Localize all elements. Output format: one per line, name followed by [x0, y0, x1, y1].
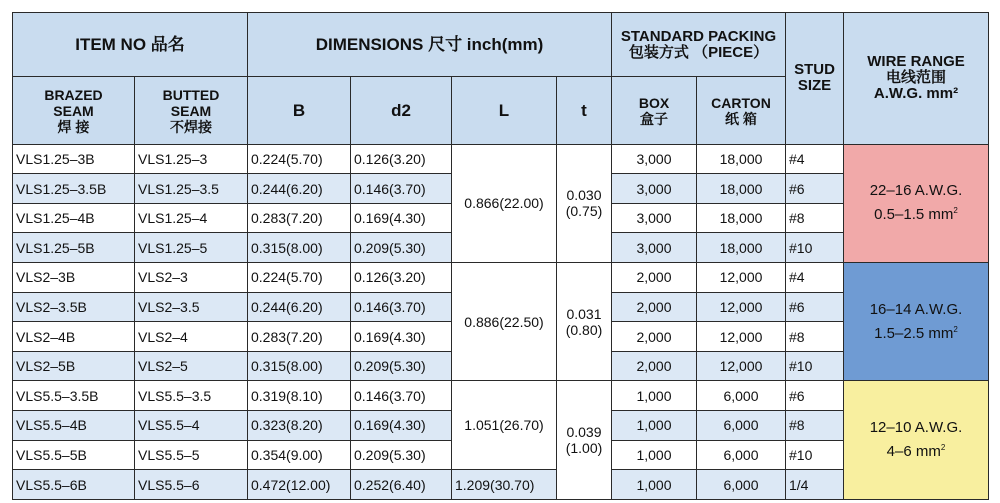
butted-header-line1: BUTTED — [162, 86, 220, 103]
box-cell: 3,000 — [612, 144, 697, 174]
stud-header-line2: SIZE — [797, 77, 832, 95]
stud-cell: #6 — [786, 292, 844, 322]
b-cell: 0.323(8.20) — [248, 411, 351, 441]
d2-cell: 0.252(6.40) — [351, 470, 452, 500]
header-row-1 — [13, 13, 989, 77]
t-cell — [557, 144, 612, 262]
d2-cell: 0.169(4.30) — [351, 322, 452, 352]
wire-mm2 — [847, 320, 985, 344]
item-no-header: ITEM NO 品名 — [13, 13, 248, 77]
t-value: 0.031 — [566, 305, 602, 322]
d2-cell: 0.126(3.20) — [351, 263, 452, 293]
butted-seam-header — [135, 77, 248, 144]
butted-cell: VLS1.25–4 — [135, 203, 248, 233]
wire-mm-text: 1.5–2.5 mm — [874, 324, 954, 342]
wire-header-line3: A.W.G. mm² — [873, 85, 959, 103]
stud-cell: #10 — [786, 351, 844, 381]
stud-cell: #6 — [786, 174, 844, 204]
t-value: 0.030 — [566, 187, 602, 204]
table-row — [13, 470, 989, 500]
wire-mm2 — [847, 438, 985, 462]
box-header — [612, 77, 697, 144]
wire-awg: 12–10 A.W.G. — [869, 419, 963, 437]
carton-cell: 18,000 — [697, 174, 786, 204]
d2-cell: 0.169(4.30) — [351, 203, 452, 233]
d2-cell: 0.209(5.30) — [351, 233, 452, 263]
b-cell: 0.244(6.20) — [248, 174, 351, 204]
wire-range-cell — [844, 144, 989, 262]
b-cell: 0.283(7.20) — [248, 203, 351, 233]
brazed-cell: VLS2–3.5B — [13, 292, 135, 322]
wire-range-cell — [844, 263, 989, 381]
carton-cell: 6,000 — [697, 381, 786, 411]
d2-cell: 0.146(3.70) — [351, 174, 452, 204]
d2-cell: 0.146(3.70) — [351, 292, 452, 322]
carton-cell: 6,000 — [697, 470, 786, 500]
box-cell: 2,000 — [612, 263, 697, 293]
brazed-header-line1: BRAZED — [44, 86, 103, 103]
box-cell: 1,000 — [612, 470, 697, 500]
butted-cell: VLS2–4 — [135, 322, 248, 352]
carton-cell: 18,000 — [697, 144, 786, 174]
box-header-line1: BOX — [638, 94, 670, 111]
carton-cell: 6,000 — [697, 411, 786, 441]
d2-cell: 0.209(5.30) — [351, 351, 452, 381]
table-row — [13, 381, 989, 411]
carton-cell: 6,000 — [697, 440, 786, 470]
brazed-header-line2: SEAM — [53, 102, 94, 119]
brazed-seam-header — [13, 77, 135, 144]
box-cell: 3,000 — [612, 233, 697, 263]
l-header: L — [452, 77, 557, 144]
brazed-cell: VLS5.5–5B — [13, 440, 135, 470]
b-cell: 0.315(8.00) — [248, 351, 351, 381]
l-cell: 1.051(26.70) — [452, 381, 557, 470]
t-value: 0.039 — [566, 424, 602, 441]
wire-unit-sup: 2 — [940, 443, 946, 453]
wire-mm-text: 4–6 mm — [886, 443, 941, 461]
d2-cell: 0.146(3.70) — [351, 381, 452, 411]
box-cell: 1,000 — [612, 411, 697, 441]
t-value-mm: (0.80) — [565, 321, 603, 338]
stud-cell: #8 — [786, 411, 844, 441]
box-cell: 2,000 — [612, 322, 697, 352]
wire-mm2 — [847, 201, 985, 225]
d2-header: d2 — [351, 77, 452, 144]
carton-cell: 12,000 — [697, 322, 786, 352]
box-cell: 3,000 — [612, 174, 697, 204]
carton-cell: 12,000 — [697, 351, 786, 381]
carton-cell: 18,000 — [697, 233, 786, 263]
stud-cell: #10 — [786, 440, 844, 470]
b-cell: 0.472(12.00) — [248, 470, 351, 500]
brazed-cell: VLS2–4B — [13, 322, 135, 352]
b-cell: 0.315(8.00) — [248, 233, 351, 263]
box-cell: 3,000 — [612, 203, 697, 233]
stud-cell: #4 — [786, 263, 844, 293]
butted-cell: VLS5.5–3.5 — [135, 381, 248, 411]
brazed-header-line3: 焊 接 — [57, 118, 90, 135]
dimensions-header: DIMENSIONS 尺寸 inch(mm) — [248, 13, 612, 77]
brazed-cell: VLS5.5–3.5B — [13, 381, 135, 411]
stud-header-line1: STUD — [794, 61, 835, 79]
butted-cell: VLS2–3.5 — [135, 292, 248, 322]
packing-header-line1: STANDARD PACKING — [620, 27, 777, 45]
table-row — [13, 263, 989, 293]
wire-header-line2: 电线范围 — [885, 69, 946, 87]
wire-range-header — [844, 13, 989, 145]
butted-cell: VLS1.25–3.5 — [135, 174, 248, 204]
b-cell: 0.354(9.00) — [248, 440, 351, 470]
wire-unit-sup: 2 — [953, 324, 958, 334]
butted-cell: VLS2–3 — [135, 263, 248, 293]
t-value-mm: (0.75) — [565, 203, 603, 220]
wire-unit-sup: 2 — [953, 206, 958, 216]
butted-cell: VLS2–5 — [135, 351, 248, 381]
packing-header-line2: 包装方式 （PIECE） — [628, 43, 769, 61]
box-header-line2: 盒子 — [640, 110, 668, 127]
butted-cell: VLS5.5–6 — [135, 470, 248, 500]
stud-size-header — [786, 13, 844, 145]
brazed-cell: VLS5.5–4B — [13, 411, 135, 441]
stud-cell: #4 — [786, 144, 844, 174]
d2-cell: 0.126(3.20) — [351, 144, 452, 174]
brazed-cell: VLS1.25–5B — [13, 233, 135, 263]
wire-awg: 22–16 A.W.G. — [869, 182, 963, 200]
box-cell: 2,000 — [612, 292, 697, 322]
l-cell: 0.886(22.50) — [452, 263, 557, 381]
box-cell: 1,000 — [612, 381, 697, 411]
butted-cell: VLS5.5–5 — [135, 440, 248, 470]
butted-cell: VLS5.5–4 — [135, 411, 248, 441]
l-cell: 0.866(22.00) — [452, 144, 557, 262]
carton-cell: 18,000 — [697, 203, 786, 233]
butted-header-line3: 不焊接 — [170, 118, 212, 135]
carton-cell: 12,000 — [697, 292, 786, 322]
t-value-mm: (1.00) — [565, 440, 603, 457]
brazed-cell: VLS2–5B — [13, 351, 135, 381]
brazed-cell: VLS5.5–6B — [13, 470, 135, 500]
stud-cell: #10 — [786, 233, 844, 263]
stud-cell: #8 — [786, 203, 844, 233]
wire-mm-text: 0.5–1.5 mm — [874, 206, 954, 224]
brazed-cell: VLS2–3B — [13, 263, 135, 293]
stud-cell: 1/4 — [786, 470, 844, 500]
box-cell: 2,000 — [612, 351, 697, 381]
carton-header — [697, 77, 786, 144]
table-row — [13, 144, 989, 174]
t-cell — [557, 263, 612, 381]
brazed-cell: VLS1.25–3B — [13, 144, 135, 174]
t-header: t — [557, 77, 612, 144]
b-cell: 0.224(5.70) — [248, 144, 351, 174]
box-cell: 1,000 — [612, 440, 697, 470]
b-header: B — [248, 77, 351, 144]
l-cell: 1.209(30.70) — [452, 470, 557, 500]
wire-awg: 16–14 A.W.G. — [869, 300, 963, 318]
b-cell: 0.244(6.20) — [248, 292, 351, 322]
b-cell: 0.319(8.10) — [248, 381, 351, 411]
d2-cell: 0.169(4.30) — [351, 411, 452, 441]
packing-header — [612, 13, 786, 77]
wire-header-line1: WIRE RANGE — [867, 53, 965, 71]
d2-cell: 0.209(5.30) — [351, 440, 452, 470]
b-cell: 0.283(7.20) — [248, 322, 351, 352]
t-cell — [557, 381, 612, 500]
stud-cell: #6 — [786, 381, 844, 411]
b-cell: 0.224(5.70) — [248, 263, 351, 293]
butted-header-line2: SEAM — [170, 102, 212, 119]
brazed-cell: VLS1.25–3.5B — [13, 174, 135, 204]
carton-header-line1: CARTON — [711, 94, 771, 111]
carton-header-line2: 纸 箱 — [725, 110, 757, 127]
stud-cell: #8 — [786, 322, 844, 352]
spec-table — [12, 12, 989, 500]
butted-cell: VLS1.25–5 — [135, 233, 248, 263]
butted-cell: VLS1.25–3 — [135, 144, 248, 174]
brazed-cell: VLS1.25–4B — [13, 203, 135, 233]
wire-range-cell — [844, 381, 989, 500]
carton-cell: 12,000 — [697, 263, 786, 293]
